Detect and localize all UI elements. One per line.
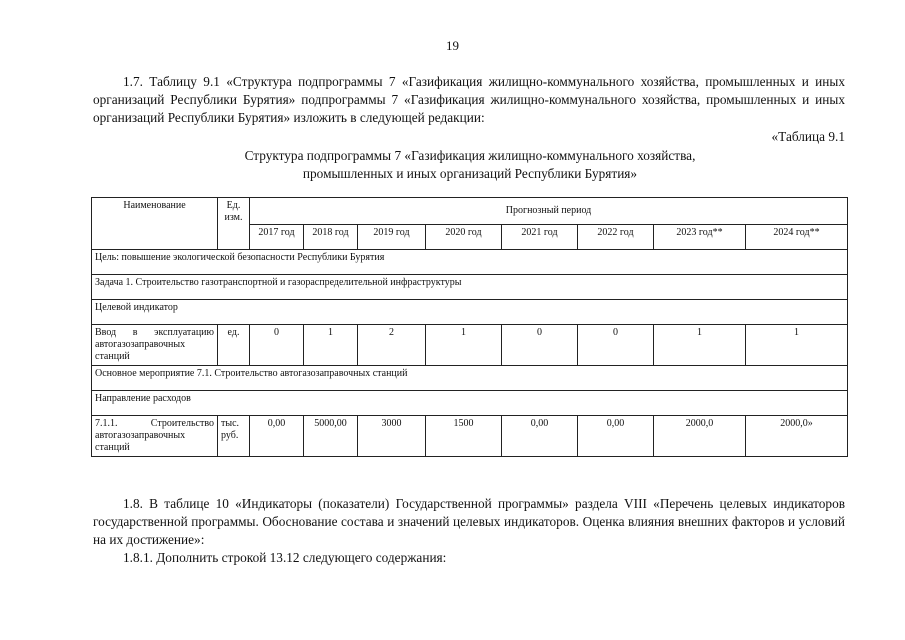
indicator-value: 1: [304, 325, 358, 366]
header-name: Наименование: [92, 198, 218, 250]
expense-value: 5000,00: [304, 416, 358, 457]
table-reference: «Таблица 9.1: [771, 129, 845, 144]
expense-value: 2000,0»: [746, 416, 848, 457]
expense-value: 3000: [358, 416, 426, 457]
table-caption: [170, 147, 770, 183]
header-year: 2022 год: [578, 225, 654, 250]
header-year: 2023 год**: [654, 225, 746, 250]
expense-value: 1500: [426, 416, 502, 457]
caption-line-2: промышленных и иных организаций Республики Бурятия»: [302, 166, 638, 181]
goal-row: Цель: повышение экологической безопасности Республики Бурятия: [92, 250, 848, 275]
indicator-value: 0: [502, 325, 578, 366]
expense-value: 0,00: [578, 416, 654, 457]
main-activity-row: Основное мероприятие 7.1. Строительство автогазозаправочных станций: [92, 366, 848, 391]
header-year: 2017 год: [250, 225, 304, 250]
header-year: 2019 год: [358, 225, 426, 250]
header-period: Прогнозный период: [250, 198, 848, 225]
indicator-value: 1: [746, 325, 848, 366]
indicator-header-row: Целевой индикатор: [92, 300, 848, 325]
indicator-name: Ввод в эксплуатацию автогазозаправочных станций: [92, 325, 218, 366]
expense-value: 0,00: [250, 416, 304, 457]
task-row: Задача 1. Строительство газотранспортной и газораспределительной инфраструктуры: [92, 275, 848, 300]
expense-value: 0,00: [502, 416, 578, 457]
table-row: [92, 325, 848, 366]
indicator-value: 1: [654, 325, 746, 366]
header-unit: Ед. изм.: [218, 198, 250, 250]
header-year: 2018 год: [304, 225, 358, 250]
table-row: [92, 416, 848, 457]
header-year: 2020 год: [426, 225, 502, 250]
expense-direction-row: Направление расходов: [92, 391, 848, 416]
indicator-value: 0: [250, 325, 304, 366]
page-number: 19: [446, 38, 459, 53]
caption-line-1: Структура подпрограммы 7 «Газификация жилищно-коммунального хозяйства,: [244, 148, 696, 163]
expense-unit: тыс. руб.: [218, 416, 250, 457]
paragraph-1-7: 1.7. Таблицу 9.1 «Структура подпрограммы 7 «Газификация жилищно-коммунального хозяйства, промышленных и иных организаций Республики Бурятия» подпрограммы 7 «Газификация жилищно-коммунального хозяйства, промышленных и иных организаций Республики Бурятия» изложить в следующей редакции:: [93, 74, 845, 125]
indicator-value: 2: [358, 325, 426, 366]
paragraph-1-8-1: 1.8.1. Дополнить строкой 13.12 следующего содержания:: [123, 550, 447, 565]
header-year: 2024 год**: [746, 225, 848, 250]
expense-value: 2000,0: [654, 416, 746, 457]
indicator-unit: ед.: [218, 325, 250, 366]
structure-table: [91, 197, 848, 457]
indicator-value: 0: [578, 325, 654, 366]
paragraph-1-8: 1.8. В таблице 10 «Индикаторы (показатели) Государственной программы» раздела VIII «Перечень целевых индикаторов государственной программы. Обоснование состава и значений целевых индикаторов. Оценка влияния внешних факторов и условий на их достижение»:: [93, 496, 845, 547]
expense-name: 7.1.1. Строительство автогазозаправочных станций: [92, 416, 218, 457]
header-year: 2021 год: [502, 225, 578, 250]
indicator-value: 1: [426, 325, 502, 366]
